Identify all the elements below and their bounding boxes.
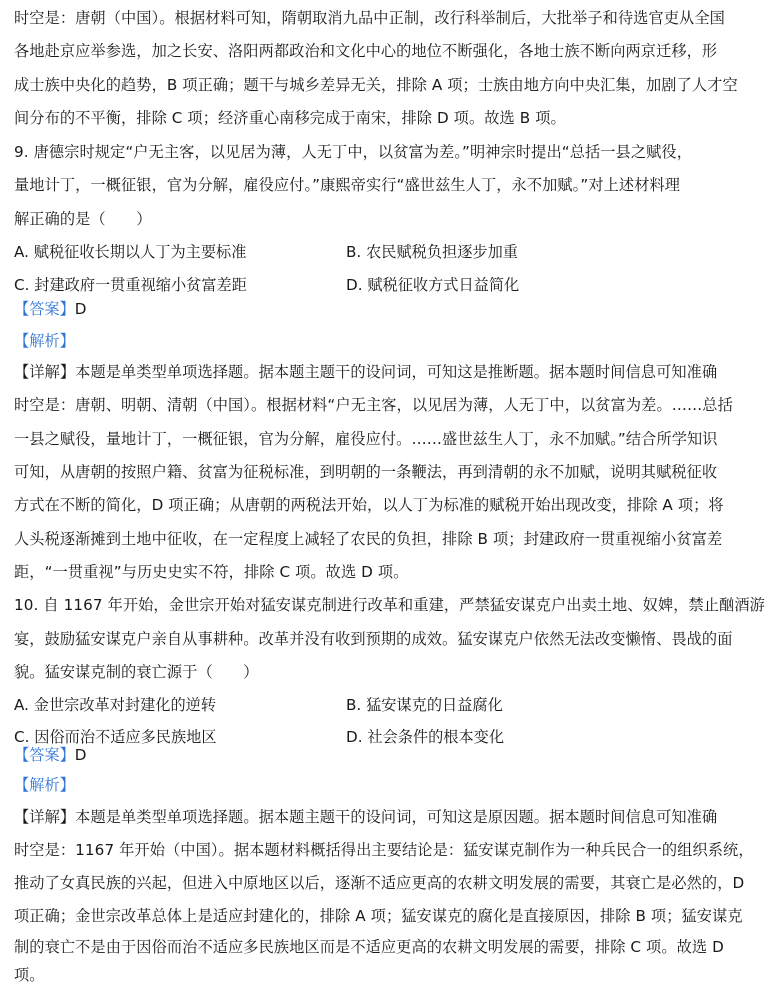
q10-detail-line-1 xyxy=(14,802,718,832)
q10-detail-line-2: 时空是：1167 年开始（中国）。据本题材料概括得出主要结论是：猛安谋克制作为一种兵民合一的组织系统， xyxy=(14,841,754,859)
q9-detail-line-7: 距，“一贯重视”与历史史实不符，排除 C 项。故选 D 项。 xyxy=(14,563,409,581)
q9-detail-line-2: 时空是：唐朝、明朝、清朝（中国）。根据材料“户无主客，以见居为薄，人无丁中，以贫富为差。……总括 xyxy=(14,396,733,414)
q8-analysis-line-1: 时空是：唐朝（中国）。根据材料可知，隋朝取消九品中正制，改行科举制后，大批举子和待选官吏从全国 xyxy=(14,9,725,27)
q10-detail-tag: 【详解】 xyxy=(14,808,76,826)
q9-option-c: C. 封建政府一贯重视缩小贫富差距 xyxy=(14,276,247,294)
q9-stem-line-3: 解正确的是（ ） xyxy=(14,210,152,228)
q8-analysis-line-3: 成士族中央化的趋势，B 项正确；题干与城乡差异无关，排除 A 项；士族由地方向中央汇集，加剧了人才空 xyxy=(14,76,738,94)
q9-detail-tag: 【详解】 xyxy=(14,363,76,381)
q10-answer-row xyxy=(14,740,86,770)
q10-option-a: A. 金世宗改革对封建化的逆转 xyxy=(14,696,217,714)
q9-analysis-tag: 【解析】 xyxy=(14,332,75,350)
q9-detail-first: 本题是单类型单项选择题。据本题主题干的设问词，可知这是推断题。据本题时间信息可知准确 xyxy=(75,363,718,381)
q10-answer-tag: 【答案】 xyxy=(14,746,75,764)
q9-detail-line-1 xyxy=(14,357,718,387)
q10-detail-line-5: 制的衰亡不是由于因俗而治不适应多民族地区而是不适应更高的农耕文明发展的需要，排除 C 项。故选 D xyxy=(14,938,724,956)
q10-detail-line-3: 推动了女真民族的兴起，但进入中原地区以后，逐渐不适应更高的农耕文明发展的需要，其衰亡是必然的，D xyxy=(14,874,745,892)
q9-analysis-row xyxy=(14,326,75,356)
q9-answer-row xyxy=(14,294,86,324)
q9-option-d: D. 赋税征收方式日益简化 xyxy=(346,276,520,294)
q9-stem-line-2: 量地计丁，一概征银，官为分解，雇役应付。”康熙帝实行“盛世兹生人丁，永不加赋。”对上述材料理 xyxy=(14,176,681,194)
q9-detail-line-6: 人头税逐渐摊到土地中征收，在一定程度上减轻了农民的负担，排除 B 项；封建政府一贯重视缩小贫富差 xyxy=(14,530,723,548)
q9-option-b: B. 农民赋税负担逐步加重 xyxy=(346,243,518,261)
q10-stem-line-1: 10. 自 1167 年开始，金世宗开始对猛安谋克制进行改革和重建，严禁猛安谋克户出卖土地、奴婢，禁止酗酒游 xyxy=(14,596,765,614)
q9-detail-line-4: 可知，从唐朝的按照户籍、贫富为征税标准，到明朝的一条鞭法，再到清朝的永不加赋，说明其赋税征收 xyxy=(14,463,718,481)
q10-option-b: B. 猛安谋克的日益腐化 xyxy=(346,696,503,714)
q9-detail-line-5: 方式在不断的简化，D 项正确；从唐朝的两税法开始，以人丁为标准的赋税开始出现改变，排除 A 项；将 xyxy=(14,496,724,514)
q10-analysis-tag: 【解析】 xyxy=(14,776,75,794)
q9-answer-tag: 【答案】 xyxy=(14,300,75,318)
q10-answer-value: D xyxy=(74,746,87,764)
q10-detail-line-4: 项正确；金世宗改革总体上是适应封建化的，排除 A 项；猛安谋克的腐化是直接原因，排除 B 项；猛安谋克 xyxy=(14,907,743,925)
q10-option-d: D. 社会条件的根本变化 xyxy=(346,728,505,746)
q10-detail-line-6: 项。 xyxy=(14,966,45,984)
q8-analysis-line-4: 间分布的不平衡，排除 C 项；经济重心南移完成于南宋，排除 D 项。故选 B 项。 xyxy=(14,109,566,127)
q10-option-c: C. 因俗而治不适应多民族地区 xyxy=(14,728,217,746)
q8-analysis-line-2: 各地赴京应举参选，加之长安、洛阳两都政治和文化中心的地位不断强化，各地士族不断向两京迁移，形 xyxy=(14,42,718,60)
q9-stem-line-1: 9. 唐德宗时规定“户无主客，以见居为薄，人无丁中，以贫富为差。”明神宗时提出“总括一县之赋役， xyxy=(14,143,692,161)
q10-stem-line-3: 貌。猛安谋克制的衰亡源于（ ） xyxy=(14,663,259,681)
q9-option-a: A. 赋税征收长期以人丁为主要标准 xyxy=(14,243,247,261)
q10-analysis-row xyxy=(14,770,75,800)
q10-detail-first: 本题是单类型单项选择题。据本题主题干的设问词，可知这是原因题。据本题时间信息可知准确 xyxy=(75,808,718,826)
q9-answer-value: D xyxy=(74,300,87,318)
q10-stem-line-2: 宴，鼓励猛安谋克户亲自从事耕种。改革并没有收到预期的成效。猛安谋克户依然无法改变懒惰、畏战的面 xyxy=(14,630,733,648)
q9-detail-line-3: 一县之赋役，量地计丁，一概征银，官为分解，雇役应付。……盛世兹生人丁，永不加赋。”结合所学知识 xyxy=(14,430,718,448)
